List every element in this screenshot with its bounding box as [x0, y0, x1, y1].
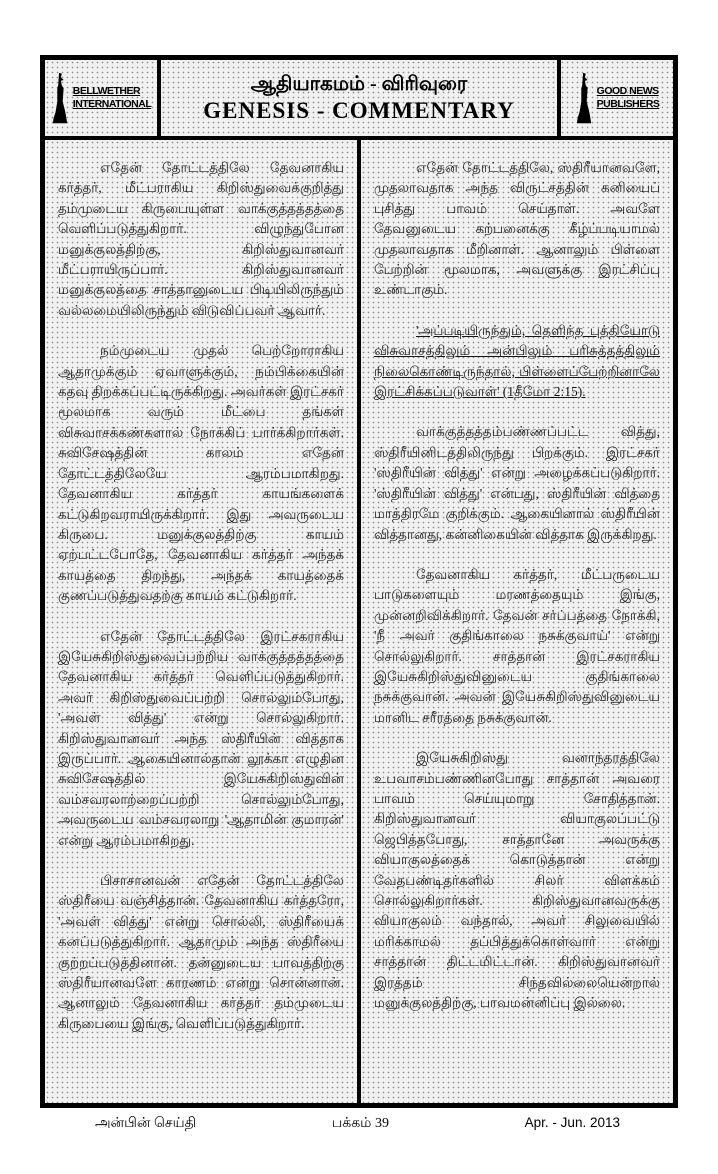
paragraph: இயேசுகிறிஸ்து வனாந்தரத்திலே உபவாசம்பண்ணினபோது சாத்தான் அவரை பாவம் செய்யுமாறு சோதித்தான். கிறிஸ்துவானவர் வியாகுலப்பட்டு ஜெபித்தபோது, சாத்தானே அவருக்கு வியாகுலத்தைக் கொடுத்தான் என்று வேதபண்டிதர்களில் சிலர் விளக்கம் சொல்லுகிறார்கள். கிறிஸ்துவானவருக்கு வியாகுலம் வந்தால், அவர் சிலுவையில் மரிக்காமல் தப்பித்துக்கொள்வார் என்று சாத்தான் திட்டமிட்டான். கிறிஸ்துவானவர் இரத்தம் சிந்தவில்லையென்றால் மனுக்குலத்திற்கு, பாவமன்னிப்பு இல்லை.	[374, 750, 660, 1011]
title-english: GENESIS - COMMENTARY	[203, 98, 515, 123]
bellwether-logo-line2: INTERNATIONAL	[72, 98, 152, 110]
paragraph: எதேன் தோட்டத்திலே தேவனாகிய கர்த்தர், மீட்பராகிய கிறிஸ்துவைக்குறித்து தம்முடைய கிருபையுள்ள வாக்குத்தத்தத்தை வெளிப்படுத்துகிறார். விழுந்துபோன மனுக்குலத்திற்கு, கிறிஸ்துவானவர் மீட்பராயிருப்பார். கிறிஸ்துவானவர் மனுக்குலத்தை சாத்தானுடைய பிடியிலிருந்தும் வல்லமையிலிருந்தும் விடுவிப்பவர் ஆவார்.	[58, 160, 344, 318]
goodnews-statue-icon	[575, 72, 593, 124]
title-box	[161, 60, 557, 136]
footer-publication-name: அன்பின் செய்தி	[95, 1116, 197, 1131]
paragraph: வாக்குத்தத்தம்பண்ணப்பட்ட வித்து, ஸ்திரீயினிடத்திலிருந்து பிறக்கும். இரட்சகர் 'ஸ்திரீயின் வித்து' என்று அழைக்கப்படுகிறார். 'ஸ்திரீயின் வித்து' என்பது, ஸ்திரீயின் வித்தை மாத்திரமே குறிக்கும். ஆகையினால் ஸ்திரீயின் வித்தானது, கன்னிகையின் வித்தாக இருக்கிறது.	[374, 424, 660, 542]
goodnews-logo	[557, 60, 673, 136]
goodnews-logo-text	[597, 85, 660, 111]
footer-page-number: பக்கம் 39	[331, 1116, 389, 1131]
scripture-quote-paragraph: 'அப்படியிருந்தும், தெளிந்த புத்தியோடு விசுவாசத்திலும் அன்பிலும் பரிசுத்தத்திலும் நிலைகொண்டிருந்தால், பிள்ளைப்பேற்றினாலே இரட்சிக்கப்படுவாள்' (1தீமோ 2:15).	[374, 322, 660, 400]
left-column	[45, 140, 359, 1103]
content-area	[45, 140, 673, 1103]
footer	[40, 1115, 678, 1133]
paragraph: எதேன் தோட்டத்திலே, ஸ்திரீயானவளே, முதலாவதாக அந்த விருட்சத்தின் கனியைப் புசித்து பாவம் செய்தாள். அவளே தேவனுடைய கற்பனைக்கு கீழ்ப்படியாமல் முதலாவதாக மீறினாள். ஆனாலும் பிள்ளை பேற்றின் மூலமாக, அவளுக்கு இரட்சிப்பு உண்டாகும்.	[374, 160, 660, 298]
goodnews-logo-line2: PUBLISHERS	[596, 98, 660, 110]
paragraph: தேவனாகிய கர்த்தர், மீட்பருடைய பாடுகளையும் மரணத்தையும் இங்கு, முன்னறிவிக்கிறார். தேவன் சர்ப்பத்தை நோக்கி, 'நீ அவர் குதிங்காலை நசுக்குவாய்' என்று சொல்லுகிறார். சாத்தான் இரட்சகராகிய இயேசுகிறிஸ்துவினுடைய குதிங்காலை நசுக்குவான். அவன் இயேசுகிறிஸ்துவினுடைய மானிட சரீரத்தை நசுக்குவான்.	[374, 566, 660, 725]
paragraph: நம்முடைய முதல் பெற்றோராகிய ஆதாமுக்கும் ஏவாளுக்கும், நம்பிக்கையின் கதவு திறக்கப்பட்டிருக்கிறது. அவர்கள் இரட்சகர் மூலமாக வரும் மீட்பை தங்கள் விசுவாசக்கண்களால் நோக்கிப் பார்க்கிறார்கள். சுவிசேஷத்தின் காலம் எதேன் தோட்டத்திலேயே ஆரம்பமாகிறது. தேவனாகிய கர்த்தர் காயங்களைக் கட்டுகிறவராயிருக்கிறார். இது அவருடைய கிருபை. மனுக்குலத்திற்கு காயம் ஏற்பட்டபோதே, தேவனாகிய கர்த்தர் அந்தக் காயத்தை திறந்து, அந்தக் காயத்தைக் குணப்படுத்துவதற்கு காயம் கட்டுகிறார்.	[58, 343, 344, 604]
paragraph: எதேன் தோட்டத்திலே இரட்சகராகிய இயேசுகிறிஸ்துவைப்பற்றிய வாக்குத்தத்தத்தை தேவனாகிய கர்த்தர் வெளிப்படுத்துகிறார். அவர் கிறிஸ்துவைப்பற்றி சொல்லும்போது, 'அவள் வித்து' என்று சொல்லுகிறார். கிறிஸ்துவானவர் அந்த ஸ்திரீயின் வித்தாக இருப்பார். ஆகையினால்தான் லூக்கா எழுதின சுவிசேஷத்தில் இயேசுகிறிஸ்துவின் வம்சவரலாற்றைப்பற்றி சொல்லும்போது, அவருடைய வம்சவரலாறு 'ஆதாமின் குமாரன்' என்று ஆரம்பமாகிறது.	[58, 628, 344, 848]
bellwether-statue-icon	[51, 72, 69, 124]
page-frame	[40, 55, 678, 1108]
title-tamil: ஆதியாகமம் - விரிவுரை	[250, 73, 468, 95]
bellwether-logo-text	[73, 85, 151, 111]
goodnews-logo-line1: GOOD NEWS	[596, 85, 659, 97]
bellwether-logo-line1: BELLWETHER	[72, 85, 141, 97]
footer-date: Apr. - Jun. 2013	[524, 1115, 620, 1130]
header	[45, 60, 673, 140]
paragraph: பிசாசானவன் எதேன் தோட்டத்திலே ஸ்திரீயை வஞ்சித்தான். தேவனாகிய கர்த்தரோ, 'அவள் வித்து' என்று சொல்லி, ஸ்திரீயைக் கனப்படுத்துகிறார். ஆதாமும் அந்த ஸ்திரீயை குற்றப்படுத்தினான். தன்னுடைய பாவத்திற்கு ஸ்திரீயானவளே காரணம் என்று சொன்னான். ஆனாலும் தேவனாகிய கர்த்தர் தம்முடைய கிருபையை இங்கு, வெளிப்படுத்துகிறார்.	[58, 873, 344, 1031]
bellwether-logo	[45, 60, 161, 136]
right-column	[359, 140, 673, 1103]
